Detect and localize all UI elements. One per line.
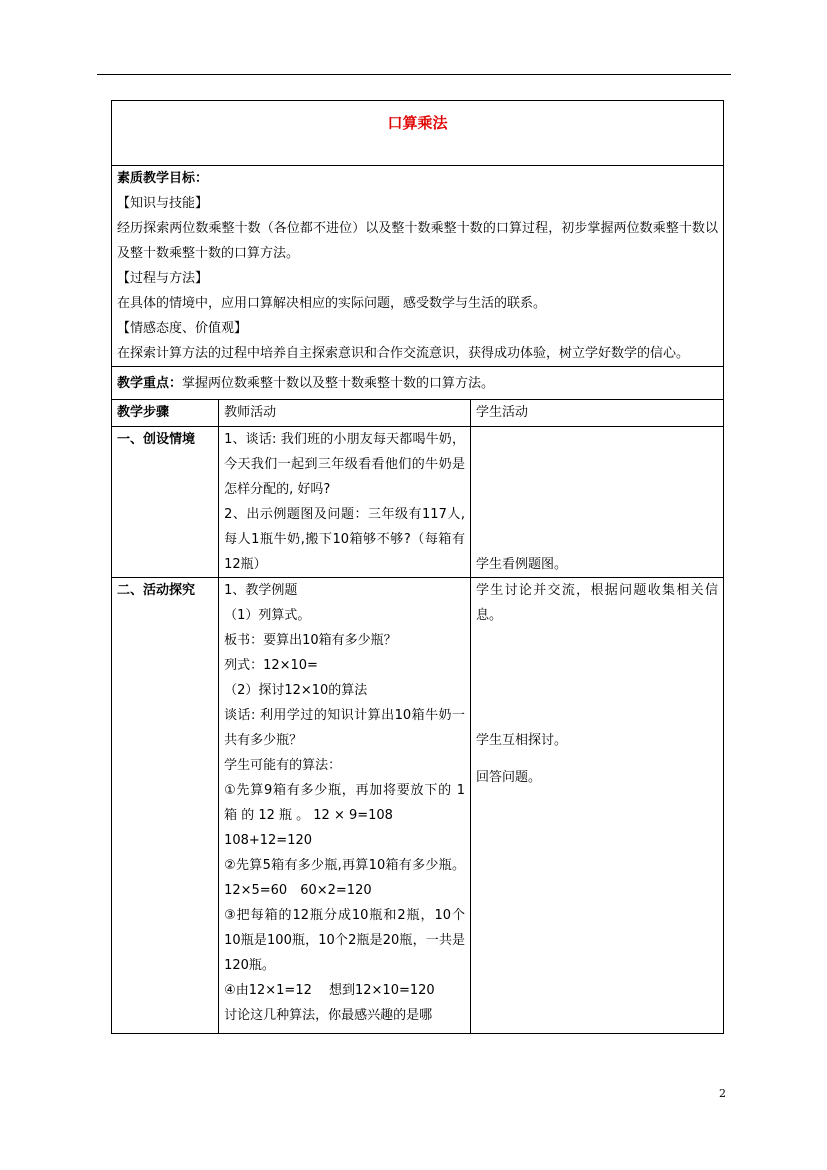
column-student: 学生活动 bbox=[471, 400, 724, 427]
section2-label: 二、活动探究 bbox=[112, 578, 219, 1034]
section2-teacher-line: （1）列算式。 bbox=[224, 608, 311, 623]
section2-student-text: 学生讨论并交流，根据问题收集相关信息。 bbox=[476, 583, 718, 623]
knowledge-heading: 【知识与技能】 bbox=[117, 196, 209, 211]
section2-teacher bbox=[219, 578, 471, 1034]
focus-row bbox=[112, 367, 724, 400]
section2-teacher-line: 列式：12×10= bbox=[224, 658, 318, 673]
section2-student bbox=[471, 578, 724, 1034]
section2-student-text: 学生互相探讨。 bbox=[476, 733, 568, 748]
goals-row bbox=[112, 166, 724, 367]
knowledge-text: 经历探索两位数乘整十数（各位都不进位）以及整十数乘整十数的口算过程，初步掌握两位数乘整十数以及整十数乘整十数的口算方法。 bbox=[117, 221, 718, 261]
section2-teacher-line: ①先算9箱有多少瓶，再加将要放下的 1 箱 的 12 瓶 。 12 × 9=108 bbox=[224, 783, 465, 823]
process-heading: 【过程与方法】 bbox=[117, 271, 209, 286]
page-number: 2 bbox=[719, 1087, 726, 1100]
section2-teacher-line: 108+12=120 bbox=[224, 833, 313, 848]
column-header-row bbox=[112, 400, 724, 427]
goals-cell bbox=[112, 166, 724, 367]
column-steps: 教学步骤 bbox=[112, 400, 219, 427]
document-title: 口算乘法 bbox=[387, 114, 448, 132]
section2-row bbox=[112, 578, 724, 1034]
section2-teacher-line: ③把每箱的12瓶分成10瓶和2瓶，10个10瓶是100瓶，10个2瓶是20瓶，一共是120瓶。 bbox=[224, 908, 465, 973]
section1-teacher bbox=[219, 427, 471, 578]
section2-teacher-line: 谈话: 利用学过的知识计算出10箱牛奶一共有多少瓶？ bbox=[224, 708, 465, 748]
emotion-text: 在探索计算方法的过程中培养自主探索意识和合作交流意识，获得成功体验，树立学好数学的信心。 bbox=[117, 346, 690, 361]
section2-teacher-line: ④由12×1=12 想到12×10=120 bbox=[224, 983, 435, 998]
section1-student bbox=[471, 427, 724, 578]
section1-label: 一、创设情境 bbox=[112, 427, 219, 578]
section1-row bbox=[112, 427, 724, 578]
title-cell bbox=[112, 101, 724, 166]
lesson-plan-table bbox=[111, 100, 724, 1034]
section1-teacher-para: 1、谈话: 我们班的小朋友每天都喝牛奶，今天我们一起到三年级看看他们的牛奶是怎样分配的, 好吗? bbox=[224, 432, 465, 497]
section2-teacher-line: 1、教学例题 bbox=[224, 583, 298, 598]
goals-heading: 素质教学目标： bbox=[117, 171, 209, 186]
header-rule bbox=[97, 74, 731, 75]
focus-label: 教学重点： bbox=[117, 375, 183, 391]
section2-teacher-line: 讨论这几种算法，你最感兴趣的是哪 bbox=[224, 1008, 433, 1023]
focus-cell bbox=[112, 367, 724, 400]
focus-text: 掌握两位数乘整十数以及整十数乘整十数的口算方法。 bbox=[182, 375, 495, 391]
title-row bbox=[112, 101, 724, 166]
section1-student-text: 学生看例题图。 bbox=[476, 557, 568, 572]
section2-teacher-line: （2）探讨12×10的算法 bbox=[224, 683, 368, 698]
emotion-heading: 【情感态度、价值观】 bbox=[117, 321, 248, 336]
process-text: 在具体的情境中，应用口算解决相应的实际问题，感受数学与生活的联系。 bbox=[117, 296, 547, 311]
section2-student-text: 回答问题。 bbox=[476, 770, 542, 785]
section1-teacher-para: 2、出示例题图及问题：三年级有117人,每人1瓶牛奶,搬下10箱够不够?（每箱有12瓶） bbox=[224, 507, 465, 572]
section2-teacher-line: ②先算5箱有多少瓶,再算10箱有多少瓶。12×5=60 60×2=120 bbox=[224, 858, 465, 898]
section2-teacher-line: 板书：要算出10箱有多少瓶？ bbox=[224, 633, 397, 648]
section2-teacher-line: 学生可能有的算法： bbox=[224, 758, 342, 773]
column-teacher: 教师活动 bbox=[219, 400, 471, 427]
